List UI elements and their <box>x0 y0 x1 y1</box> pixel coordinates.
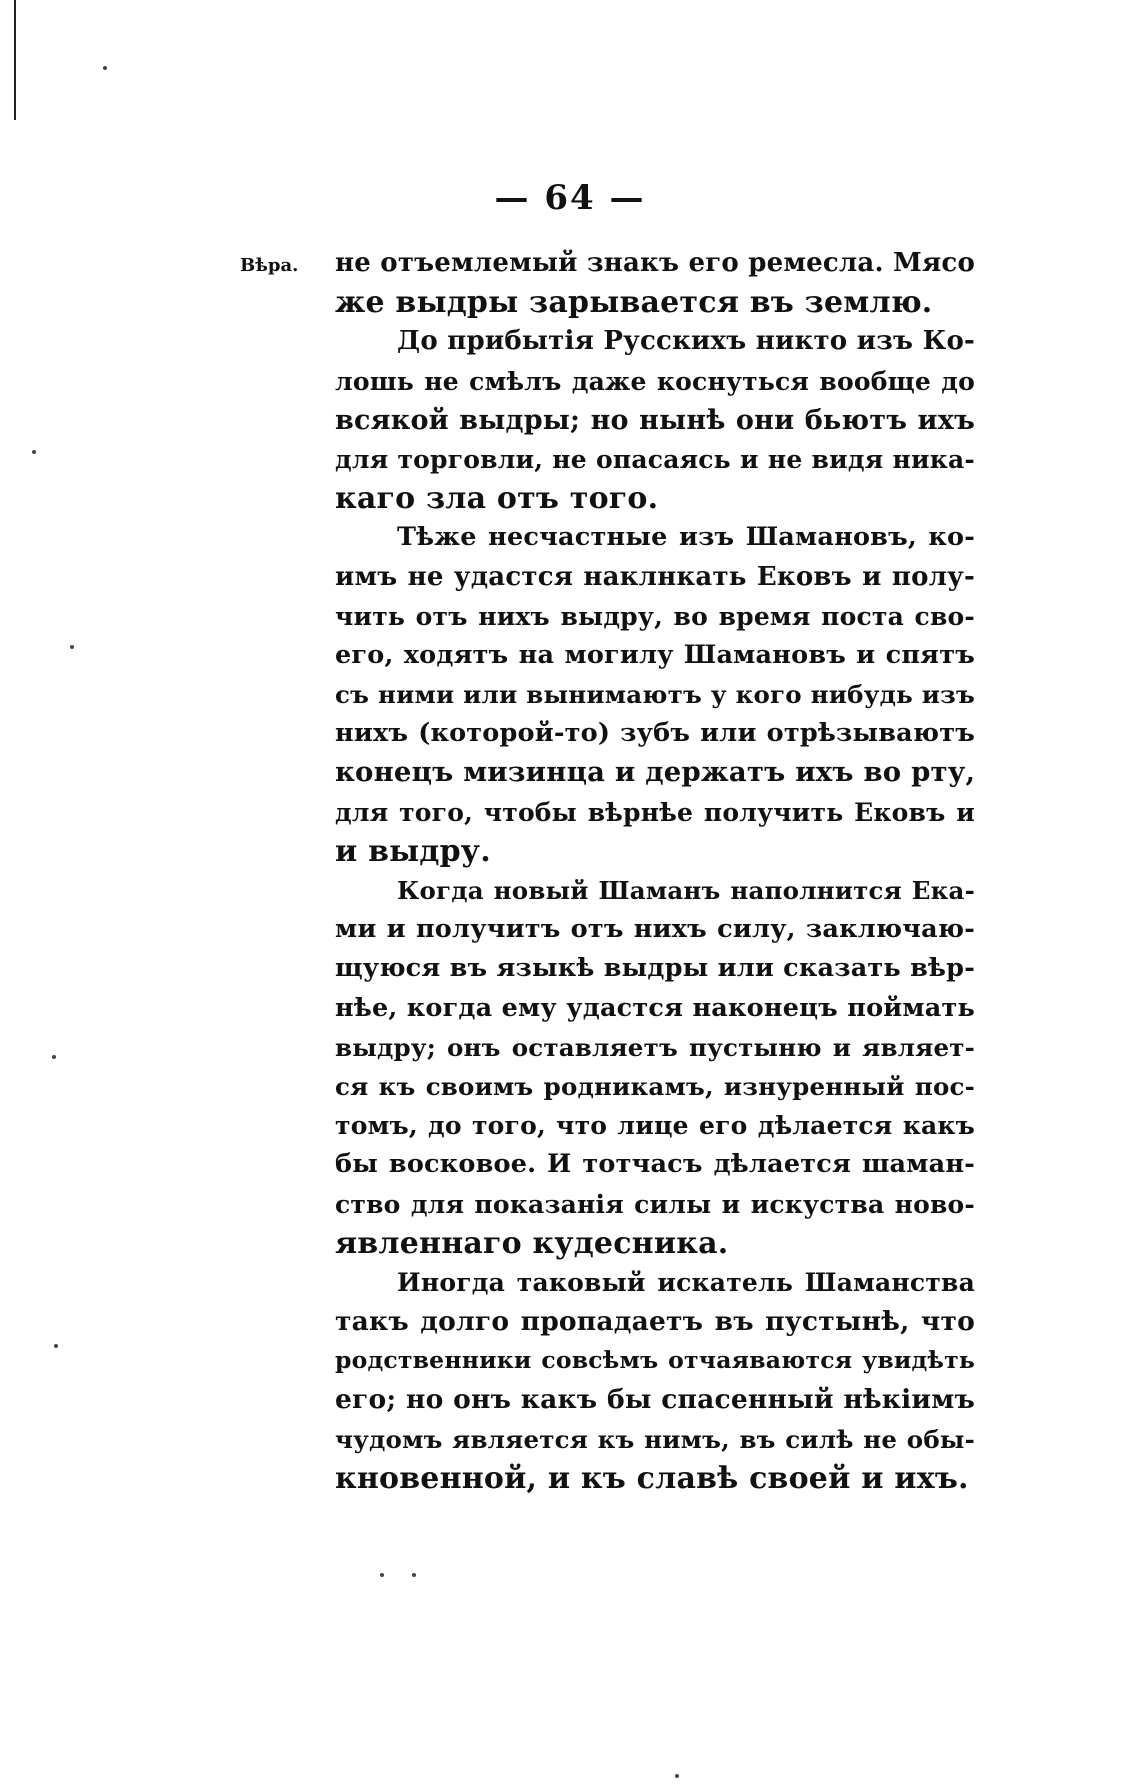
text-line: ми и получитъ отъ нихъ силу, заключаю- <box>335 914 975 945</box>
page-number: — 64 — <box>494 178 646 218</box>
body-text <box>335 244 975 1498</box>
text-line: лошь не смѣлъ даже коснуться вообще до <box>335 366 975 396</box>
text-line: для того, чтобы вѣрнѣе получить Ековъ и <box>335 797 975 827</box>
text-line: для торговли, не опасаясь и не видя ника- <box>335 444 975 474</box>
text-line: томъ, до того, что лице его дѣлается какъ <box>335 1111 975 1141</box>
text-line: явленнаго кудесника. <box>335 1225 729 1261</box>
text-line: родственники совсѣмъ отчаяваются увидѣть <box>335 1346 975 1375</box>
text-line: щуюся въ языкѣ выдры или сказать вѣр- <box>335 953 975 984</box>
text-line: выдру; онъ оставляетъ пустыню и являет- <box>335 1032 975 1062</box>
text-line: не отъемлемый знакъ его ремесла. Мясо <box>335 248 975 278</box>
text-line: чить отъ нихъ выдру, во время поста сво- <box>335 601 975 631</box>
scan-speck <box>70 645 74 649</box>
text-line: же выдры зарывается въ землю. <box>335 285 933 321</box>
text-line: бы восковое. И тотчасъ дѣлается шаман- <box>335 1149 975 1180</box>
text-line: ся къ своимъ родникамъ, изнуренный пос- <box>335 1071 975 1101</box>
text-line: ство для показанія силы и искуства ново- <box>335 1189 975 1219</box>
text-line: кновенной, и къ славѣ своей и ихъ. <box>335 1460 969 1496</box>
text-line: его; но онъ какъ бы спасенный нѣкіимъ <box>335 1384 975 1416</box>
scan-speck <box>380 1573 384 1577</box>
text-line: каго зла отъ того. <box>335 481 659 517</box>
text-line: Иногда таковый искатель Шаманства <box>397 1267 975 1297</box>
text-line: чудомъ является къ нимъ, въ силѣ не обы- <box>335 1424 975 1454</box>
text-line: и выдру. <box>335 833 491 869</box>
scan-speck <box>103 66 107 70</box>
text-line: съ ними или вынимаютъ у кого нибудь изъ <box>335 680 975 710</box>
scan-edge-line <box>14 0 16 120</box>
scan-speck <box>32 450 36 454</box>
margin-note: Вѣра. <box>240 255 299 276</box>
text-line: нихъ (которой-то) зубъ или отрѣзываютъ <box>335 718 975 749</box>
text-line: его, ходятъ на могилу Шамановъ и спятъ <box>335 639 975 670</box>
scan-speck <box>412 1573 416 1577</box>
text-line: Тѣже несчастные изъ Шамановъ, ко- <box>397 522 975 553</box>
scan-speck <box>52 1055 56 1059</box>
scan-speck <box>675 1774 679 1778</box>
text-line: имъ не удастся наклнкать Ековъ и полу- <box>335 561 975 592</box>
text-line: такъ долго пропадаетъ въ пустынѣ, что <box>335 1306 975 1338</box>
text-line: До прибытія Русскихъ никто изъ Ко- <box>397 326 975 357</box>
scan-speck <box>54 1344 58 1348</box>
text-line: конецъ мизинца и держатъ ихъ во рту, <box>335 756 976 789</box>
text-line: нѣе, когда ему удастся наконецъ поймать <box>335 992 975 1023</box>
text-line: Когда новый Шаманъ наполнится Ека- <box>397 876 975 905</box>
text-line: всякой выдры; но нынѣ они бьютъ ихъ <box>335 404 975 436</box>
